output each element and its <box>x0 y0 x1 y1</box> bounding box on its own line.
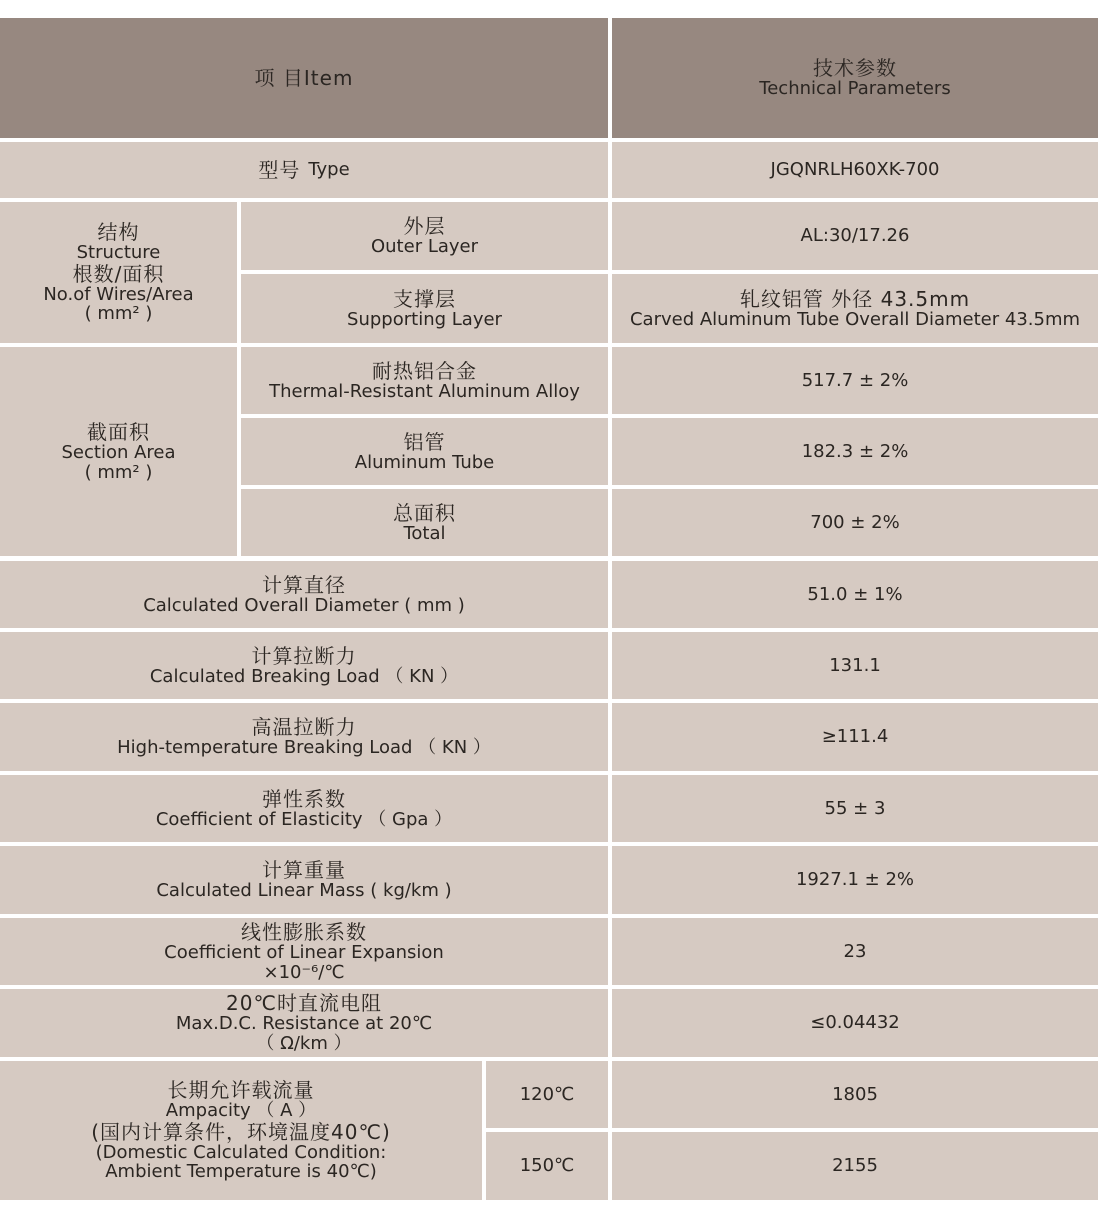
ampacity-value-120: 1805 <box>832 1083 878 1105</box>
row-label-zh: 计算拉断力 <box>251 643 357 668</box>
linear-mass-label-cell <box>0 846 608 914</box>
total-value-cell <box>612 489 1098 556</box>
outer-layer-zh: 外层 <box>403 214 446 239</box>
supporting-layer-cell <box>241 274 608 343</box>
alloy-value: 517.7 ± 2% <box>801 369 909 391</box>
ampacity-temp-120-cell <box>486 1061 608 1128</box>
resistance-value-cell <box>612 989 1098 1057</box>
expansion-zh: 线性膨胀系数 <box>241 919 367 944</box>
ampacity-temp-120: 120℃ <box>519 1083 575 1105</box>
row-label-zh: 高温拉断力 <box>251 715 357 740</box>
outer-layer-cell <box>241 202 608 270</box>
row-label-zh: 计算重量 <box>262 858 346 883</box>
total-zh: 总面积 <box>393 500 456 525</box>
header-params-en: Technical Parameters <box>759 78 951 100</box>
type-value-cell <box>612 142 1098 198</box>
diameter-value-cell <box>612 561 1098 628</box>
header-item-cell <box>0 18 608 138</box>
alloy-cell <box>241 347 608 414</box>
expansion-label-cell <box>0 918 608 985</box>
ampacity-value-150-cell <box>612 1132 1098 1200</box>
ht-breaking-load-value-cell <box>612 703 1098 771</box>
row-label-zh: 弹性系数 <box>262 786 346 811</box>
supporting-layer-value-zh: 轧纹铝管 外径 43.5mm <box>739 286 971 311</box>
outer-layer-value: AL:30/17.26 <box>800 225 910 247</box>
ampacity-value-150: 2155 <box>832 1155 878 1177</box>
resistance-unit: （ Ω/km ） <box>256 1033 352 1054</box>
row-value: ≥111.4 <box>821 726 889 748</box>
outer-layer-en: Outer Layer <box>370 236 478 258</box>
header-params-cell <box>612 18 1098 138</box>
type-label-en: Type <box>308 159 350 181</box>
alloy-en: Thermal-Resistant Aluminum Alloy <box>269 380 580 402</box>
ampacity-en: Ampacity （ A ） <box>165 1099 317 1121</box>
header-params-zh: 技术参数 <box>813 56 897 81</box>
row-value: 55 ± 3 <box>824 797 886 819</box>
row-value: 1927.1 ± 2% <box>795 869 915 891</box>
resistance-value: ≤0.04432 <box>810 1012 900 1034</box>
wires-area-zh: 根数/面积 <box>72 261 165 286</box>
resistance-zh: 20℃时直流电阻 <box>226 991 382 1016</box>
diameter-label-cell <box>0 561 608 628</box>
ampacity-temp-150-cell <box>486 1132 608 1200</box>
wires-area-en: No.of Wires/Area <box>43 283 194 305</box>
row-label-en: High-temperature Breaking Load （ KN ） <box>117 737 491 759</box>
supporting-layer-zh: 支撑层 <box>393 286 456 311</box>
expansion-unit: ×10⁻⁶/℃ <box>263 961 345 983</box>
ampacity-cond-en2: Ambient Temperature is 40℃) <box>105 1161 377 1183</box>
row-label-en: Calculated Breaking Load （ KN ） <box>149 665 459 687</box>
type-label-zh: 型号 <box>258 158 301 182</box>
total-cell <box>241 489 608 556</box>
structure-group-cell <box>0 202 237 343</box>
elasticity-value-cell <box>612 775 1098 842</box>
ampacity-cond-en1: (Domestic Calculated Condition: <box>95 1141 387 1163</box>
row-value: 131.1 <box>829 654 881 676</box>
row-value: 51.0 ± 1% <box>807 583 903 605</box>
breaking-load-value-cell <box>612 632 1098 699</box>
section-area-unit: ( mm² ) <box>84 461 153 483</box>
breaking-load-label-cell <box>0 632 608 699</box>
alloy-value-cell <box>612 347 1098 414</box>
structure-en: Structure <box>76 241 161 263</box>
linear-mass-value-cell <box>612 846 1098 914</box>
row-label-en: Calculated Overall Diameter ( mm ) <box>143 594 465 616</box>
expansion-value-cell <box>612 918 1098 985</box>
section-area-group-cell <box>0 347 237 556</box>
row-label-zh: 计算直径 <box>262 572 346 597</box>
resistance-en: Max.D.C. Resistance at 20℃ <box>175 1013 433 1035</box>
tube-value-cell <box>612 418 1098 485</box>
supporting-layer-value-en: Carved Aluminum Tube Overall Diameter 43.5mm <box>629 308 1081 330</box>
ampacity-temp-150: 150℃ <box>519 1155 575 1177</box>
supporting-layer-value-cell <box>612 274 1098 343</box>
resistance-label-cell <box>0 989 608 1057</box>
structure-unit: ( mm² ) <box>84 303 153 325</box>
tube-zh: 铝管 <box>403 429 446 454</box>
elasticity-label-cell <box>0 775 608 842</box>
outer-layer-value-cell <box>612 202 1098 270</box>
expansion-value: 23 <box>843 940 867 962</box>
supporting-layer-en: Supporting Layer <box>347 308 502 330</box>
ampacity-zh: 长期允许载流量 <box>167 1077 315 1102</box>
ampacity-label-cell <box>0 1061 482 1200</box>
section-area-en: Section Area <box>61 441 176 463</box>
structure-zh: 结构 <box>97 219 140 244</box>
total-en: Total <box>403 522 446 544</box>
tube-cell <box>241 418 608 485</box>
type-label-cell <box>0 142 608 198</box>
type-value: JGQNRLH60XK-700 <box>770 159 940 181</box>
ampacity-cond-zh: (国内计算条件，环境温度40℃) <box>91 1119 391 1144</box>
expansion-en: Coefficient of Linear Expansion <box>164 941 444 963</box>
alloy-zh: 耐热铝合金 <box>372 358 477 383</box>
row-label-en: Calculated Linear Mass ( kg/km ) <box>156 880 452 902</box>
tube-en: Aluminum Tube <box>354 451 495 473</box>
tube-value: 182.3 ± 2% <box>801 440 909 462</box>
total-value: 700 ± 2% <box>810 511 900 533</box>
row-label-en: Coefficient of Elasticity （ Gpa ） <box>155 808 453 830</box>
section-area-zh: 截面积 <box>87 419 150 444</box>
ht-breaking-load-label-cell <box>0 703 608 771</box>
header-item-label: 项 目Item <box>254 66 354 90</box>
ampacity-value-120-cell <box>612 1061 1098 1128</box>
